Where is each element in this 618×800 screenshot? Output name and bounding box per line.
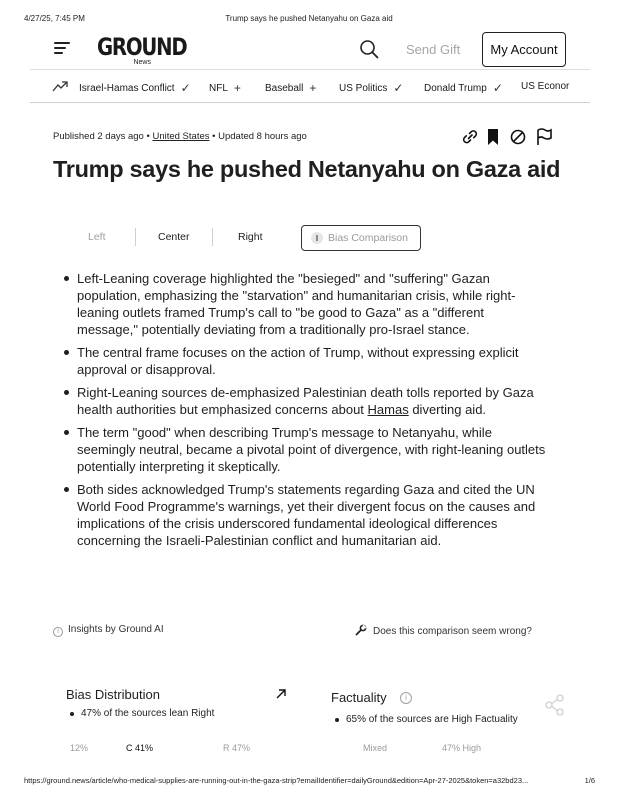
print-page-number: 1/6 <box>584 776 595 785</box>
trending-icon <box>52 80 68 92</box>
topic-israel-hamas-conflict[interactable]: Israel-Hamas Conflict ✓ <box>79 81 191 95</box>
bias-right-percent: R 47% <box>223 743 251 753</box>
followed-check-icon[interactable]: ✓ <box>492 81 503 95</box>
published-time: Published 2 days ago • <box>53 131 153 142</box>
follow-plus-icon[interactable]: + <box>233 81 241 95</box>
tab-divider <box>135 228 136 246</box>
factuality-summary: 65% of the sources are High Factuality <box>333 714 518 725</box>
info-icon[interactable]: i <box>400 692 412 704</box>
topic-donald-trump[interactable]: Donald Trump ✓ <box>424 81 503 95</box>
location-link[interactable]: United States <box>152 131 210 142</box>
factuality-title: Factuality <box>331 690 387 705</box>
print-url: https://ground.news/article/who-medical-supplies-are-running-out-in-the-gaza-strip?emailIdentifier=dailyGround&edition=Apr-27-2025&token=a32bd23... <box>24 776 529 785</box>
expand-arrow-icon[interactable] <box>275 688 287 700</box>
send-gift-link[interactable]: Send Gift <box>406 42 461 57</box>
followed-check-icon[interactable]: ✓ <box>393 81 404 95</box>
tab-center[interactable]: Center <box>158 231 190 243</box>
bias-tabs <box>53 225 563 251</box>
list-item: Both sides acknowledged Trump's statements regarding Gaza and cited the UN World Food Programme's warnings, yet their divergent focus on the causes and implications of the crisis underscored fundamental ideological differences concerning the Israeli-Palestinian conflict and humanitarian aid. <box>77 481 547 549</box>
hamas-link[interactable]: Hamas <box>367 402 409 417</box>
bookmark-icon[interactable] <box>486 127 500 147</box>
article-actions <box>461 127 553 147</box>
print-header <box>0 14 618 26</box>
share-icon[interactable] <box>545 694 565 716</box>
link-icon[interactable] <box>461 127 479 147</box>
menu-icon[interactable] <box>54 42 70 56</box>
ground-news-logo[interactable] <box>97 33 187 68</box>
updated-time: • Updated 8 hours ago <box>209 131 307 142</box>
print-footer <box>24 776 600 788</box>
topic-us-politics[interactable]: US Politics ✓ <box>339 81 404 95</box>
bias-distribution-title: Bias Distribution <box>66 687 160 702</box>
list-item: Left-Leaning coverage highlighted the "besieged" and "suffering" Gazan population, emphasizing the "starvation" and humanitarian crisis, while right-leaning outlets framed Trump's call to "be good to Gaza" as a "different message," potentially deviating from a traditionally pro-Israel stance. <box>77 270 547 338</box>
bias-center-percent: C 41% <box>126 743 154 753</box>
article-meta <box>53 131 307 142</box>
bias-comparison-button[interactable]: Bias Comparison <box>301 225 421 251</box>
search-icon[interactable] <box>359 39 379 59</box>
block-icon[interactable] <box>509 127 527 147</box>
list-item: The central frame focuses on the action of Trump, without expressing explicit approval or disapproval. <box>77 344 547 378</box>
tab-right[interactable]: Right <box>238 231 263 243</box>
followed-check-icon[interactable]: ✓ <box>180 81 191 95</box>
factuality-mixed: Mixed <box>363 743 388 753</box>
article-title: Trump says he pushed Netanyahu on Gaza aid <box>53 156 561 182</box>
follow-plus-icon[interactable]: + <box>309 81 317 95</box>
tab-divider <box>212 228 213 246</box>
tab-left[interactable]: Left <box>88 231 106 243</box>
topic-us-economy[interactable]: US Econor <box>521 81 570 92</box>
logo-wordmark: GROUND <box>97 33 187 61</box>
print-doc-title: Trump says he pushed Netanyahu on Gaza aid <box>225 14 393 23</box>
my-account-button[interactable]: My Account <box>482 32 566 67</box>
factuality-high: 47% High <box>442 743 482 753</box>
insights-label: i Insights by Ground AI <box>53 624 164 637</box>
list-item: Right-Leaning sources de-emphasized Palestinian death tolls reported by Gaza health authorities but emphasized concerns about Hamas diverting aid. <box>77 384 547 418</box>
topics-bar <box>30 69 590 103</box>
info-icon <box>311 232 323 244</box>
topic-baseball[interactable]: Baseball + <box>265 81 317 95</box>
topic-nfl[interactable]: NFL + <box>209 81 241 95</box>
wrench-icon <box>355 624 367 636</box>
top-navigation <box>54 32 566 68</box>
bias-summary: 47% of the sources lean Right <box>68 708 214 719</box>
report-comparison-link[interactable]: Does this comparison seem wrong? <box>355 624 532 637</box>
bias-left-percent: 12% <box>70 743 89 753</box>
info-icon: i <box>53 627 63 637</box>
print-date: 4/27/25, 7:45 PM <box>24 14 85 23</box>
comparison-points <box>77 270 547 555</box>
list-item: The term "good" when describing Trump's message to Netanyahu, while seemingly neutral, became a pivotal point of divergence, with right-leaning outlets potentially interpreting it skeptically. <box>77 425 546 474</box>
flag-icon[interactable] <box>535 127 553 147</box>
logo-subtitle: News <box>133 59 151 66</box>
